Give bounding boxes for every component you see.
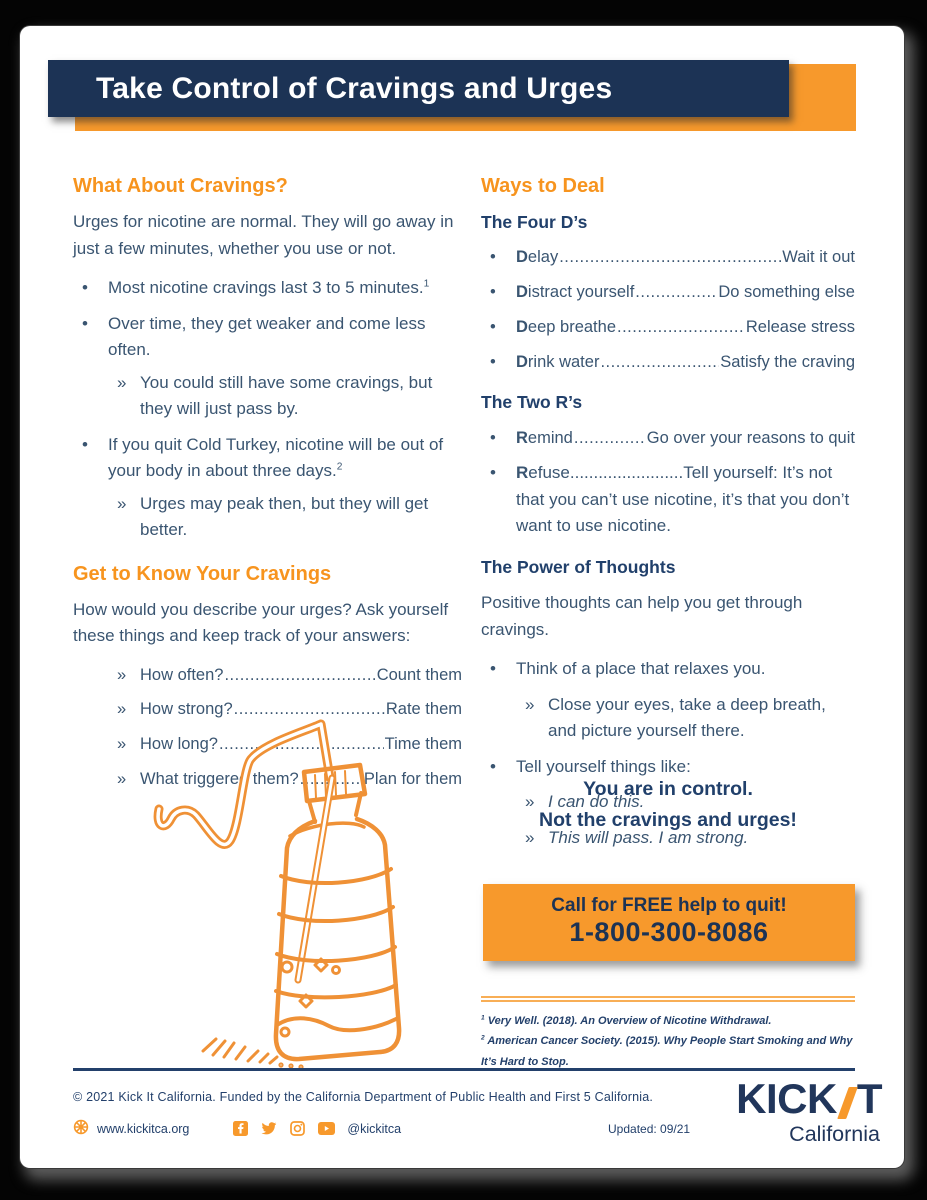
quitline-call-box [483, 884, 855, 961]
updated-date: Updated: 09/21 [608, 1122, 691, 1136]
footnote-ref: 1 [423, 278, 430, 290]
leader-row: » How long? ..... Time them [117, 732, 462, 758]
leader-row: • Remind ..... Go over your reasons to quit [481, 426, 855, 452]
section-heading-what-about-cravings: What About Cravings? [73, 175, 288, 197]
bullet-item: • Tell yourself things like: [481, 754, 855, 781]
footnote-1: $^1$ Very Well. (2018). An Overview of Nicotine Withdrawal. [481, 1014, 772, 1027]
sub-bullet-item: » This will pass. I am strong. [525, 825, 855, 852]
footer-links-row [73, 1119, 401, 1138]
page-title: Take Control of Cravings and Urges [96, 71, 613, 105]
footer-divider [73, 1068, 855, 1071]
leader-row: • Deep breathe ..... Release stress [481, 315, 855, 341]
subheading-four-ds: The Four D’s [481, 212, 588, 232]
control-statement: You are in control. Not the cravings and urges! [539, 778, 797, 832]
bullet-item: • Most nicotine cravings last 3 to 5 minutes.$^1$ [73, 275, 462, 302]
leader-row: • Delay ..... Wait it out [481, 245, 855, 271]
quitline-phone-number: 1-800-300-8086 [569, 917, 769, 947]
dot-leader [617, 315, 745, 341]
logo-t-text: T [856, 1075, 882, 1122]
flyer-page [20, 26, 904, 1168]
call-box-label: Call for FREE help to quit! [551, 895, 787, 916]
dot-leader [559, 245, 781, 271]
footnote-divider [481, 996, 855, 1002]
website-link[interactable]: www.kickitca.org [97, 1121, 190, 1136]
social-icons [233, 1121, 335, 1136]
dot-leader [224, 663, 375, 689]
leader-row: » How often? ..... Count them [117, 663, 462, 689]
intro-paragraph: How would you describe your urges? Ask yourself these things and keep track of your answers: [73, 599, 449, 646]
dot-leader [574, 426, 646, 452]
sub-bullet-item: » I can do this. [525, 789, 855, 816]
right-column [481, 174, 855, 860]
bullet-item: • Over time, they get weaker and come less often. [73, 311, 462, 364]
section-heading-get-to-know: Get to Know Your Cravings [73, 562, 332, 585]
bullet-item: • Think of a place that relaxes you. [481, 656, 855, 683]
bullet-item: • If you quit Cold Turkey, nicotine will be out of your body in about three days.$^2$ [73, 432, 462, 485]
leader-row: • Drink water ..... Satisfy the craving [481, 350, 855, 376]
logo-kick-text: KICK [736, 1075, 837, 1122]
leader-row: • Distract yourself ..... Do something else [481, 280, 855, 306]
section-heading-ways-to-deal: Ways to Deal [481, 175, 605, 197]
water-bottle-sketch-illustration [148, 714, 466, 1076]
intro-paragraph: Positive thoughts can help you get through cravings. [481, 593, 803, 639]
youtube-icon[interactable] [318, 1122, 335, 1135]
sub-bullet-item: » Urges may peak then, but they will get better. [117, 491, 462, 544]
intro-paragraph: Urges for nicotine are normal. They will go away in just a few minutes, whether you use or not. [73, 212, 454, 258]
subheading-power-of-thoughts: The Power of Thoughts [481, 556, 676, 577]
logo-subtitle: California [789, 1122, 880, 1146]
header-banner [48, 60, 789, 117]
left-column [73, 174, 462, 802]
social-handle[interactable]: @kickitca [347, 1121, 402, 1136]
logo-slash-icon [837, 1087, 858, 1119]
footnote-2: $^2$ American Cancer Society. (2015). Why People Start Smoking and Why It’s Hard to Stop. [481, 1034, 853, 1068]
footnotes [481, 996, 855, 1072]
bullet-item: • Refuse........................Tell yourself: It’s not that you can’t use nicotine, it’s that you don’t want to use nicotine. [481, 460, 855, 540]
globe-icon [73, 1119, 89, 1138]
kickit-california-logo [736, 1075, 882, 1147]
copyright-text: © 2021 Kick It California. Funded by the California Department of Public Health and First 5 California. [73, 1090, 654, 1104]
twitter-icon[interactable] [261, 1122, 277, 1136]
leader-row: » How strong? ..... Rate them [117, 697, 462, 723]
sub-bullet-item: » You could still have some cravings, but they will just pass by. [117, 370, 462, 423]
footnote-ref: 2 [336, 461, 343, 473]
instagram-icon[interactable] [290, 1121, 305, 1136]
sub-bullet-item: » Close your eyes, take a deep breath, and picture yourself there. [525, 692, 855, 745]
dot-leader [635, 280, 717, 306]
leader-row: » What triggered them? ..... Plan for them [117, 767, 462, 793]
subheading-two-rs: The Two R’s [481, 392, 583, 413]
dot-leader [600, 350, 719, 376]
facebook-icon[interactable] [233, 1121, 248, 1136]
